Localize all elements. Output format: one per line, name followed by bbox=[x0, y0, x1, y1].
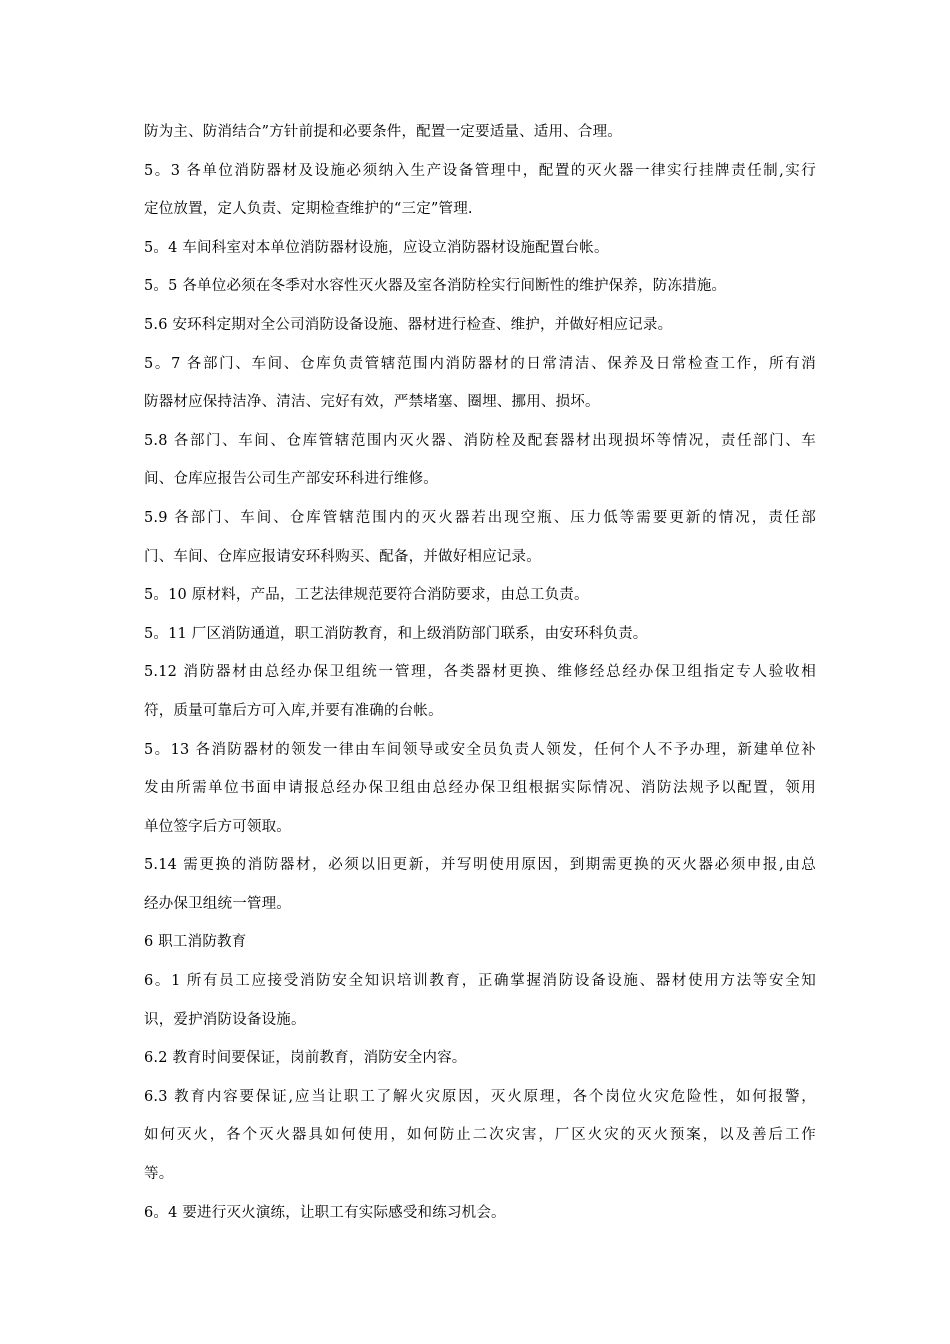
text-line: 识，爱护消防设备设施。 bbox=[144, 1011, 306, 1028]
text-line: 6 职工消防教育 bbox=[144, 934, 247, 951]
text-line: 定位放置，定人负责、定期检查维护的“三定”管理. bbox=[144, 201, 473, 218]
text-line: 5。3 各单位消防器材及设施必须纳入生产设备管理中，配置的灭火器一律实行挂牌责任制,实行 bbox=[144, 162, 816, 179]
text-line: 等。 bbox=[144, 1166, 174, 1183]
text-line: 5.12 消防器材由总经办保卫组统一管理，各类器材更换、维修经总经办保卫组指定专人验收相 bbox=[144, 664, 816, 681]
text-line: 6。1 所有员工应接受消防安全知识培训教育，正确掌握消防设备设施、器材使用方法等安全知 bbox=[144, 973, 816, 990]
text-line: 符，质量可靠后方可入库,并要有准确的台帐。 bbox=[144, 702, 443, 719]
text-line: 防器材应保持洁净、清洁、完好有效，严禁堵塞、圈埋、挪用、损坏。 bbox=[144, 394, 600, 411]
text-line: 5。13 各消防器材的领发一律由车间领导或安全员负责人领发，任何个人不予办理，新建单位补 bbox=[144, 741, 816, 758]
text-line: 6.2 教育时间要保证，岗前教育，消防安全内容。 bbox=[144, 1050, 467, 1067]
text-line: 6.3 教育内容要保证,应当让职工了解火灾原因，灭火原理，各个岗位火灾危险性，如何报警， bbox=[144, 1088, 816, 1105]
text-line: 5.14 需更换的消防器材，必须以旧更新，并写明使用原因，到期需更换的灭火器必须申报,由总 bbox=[144, 857, 816, 874]
text-line: 发由所需单位书面申请报总经办保卫组由总经办保卫组根据实际情况、消防法规予以配置，领用 bbox=[144, 780, 816, 797]
text-line: 防为主、防消结合”方针前提和必要条件，配置一定要适量、适用、合理。 bbox=[144, 124, 623, 140]
text-line: 如何灭火，各个灭火器具如何使用，如何防止二次灾害，厂区火灾的灭火预案，以及善后工作 bbox=[144, 1127, 816, 1144]
text-line: 6。4 要进行灭火演练，让职工有实际感受和练习机会。 bbox=[144, 1204, 506, 1221]
text-line: 门、车间、仓库应报请安环科购买、配备，并做好相应记录。 bbox=[144, 548, 541, 565]
text-line: 5。11 厂区消防通道，职工消防教育，和上级消防部门联系，由安环科负责。 bbox=[144, 625, 648, 642]
text-line: 5。5 各单位必须在冬季对水容性灭火器及室各消防栓实行间断性的维护保养，防冻措施。 bbox=[144, 278, 727, 295]
text-line: 5.8 各部门、车间、仓库管辖范围内灭火器、消防栓及配套器材出现损坏等情况，责任部门、车 bbox=[144, 432, 816, 449]
text-line: 5。4 车间科室对本单位消防器材设施，应设立消防器材设施配置台帐。 bbox=[144, 239, 609, 256]
text-line: 5。10 原材料，产品，工艺法律规范要符合消防要求，由总工负责。 bbox=[144, 587, 589, 604]
document-page bbox=[144, 113, 816, 1232]
text-line: 5。7 各部门、车间、仓库负责管辖范围内消防器材的日常清洁、保养及日常检查工作，所有消 bbox=[144, 355, 816, 372]
text-line: 5.9 各部门、车间、仓库管辖范围内的灭火器若出现空瓶、压力低等需要更新的情况，责任部 bbox=[144, 509, 816, 526]
text-line: 经办保卫组统一管理。 bbox=[144, 895, 291, 912]
text-line: 间、仓库应报告公司生产部安环科进行维修。 bbox=[144, 471, 438, 488]
text-line: 单位签字后方可领取。 bbox=[144, 818, 291, 835]
text-line: 5.6 安环科定期对全公司消防设备设施、器材进行检查、维护，并做好相应记录。 bbox=[144, 316, 673, 333]
